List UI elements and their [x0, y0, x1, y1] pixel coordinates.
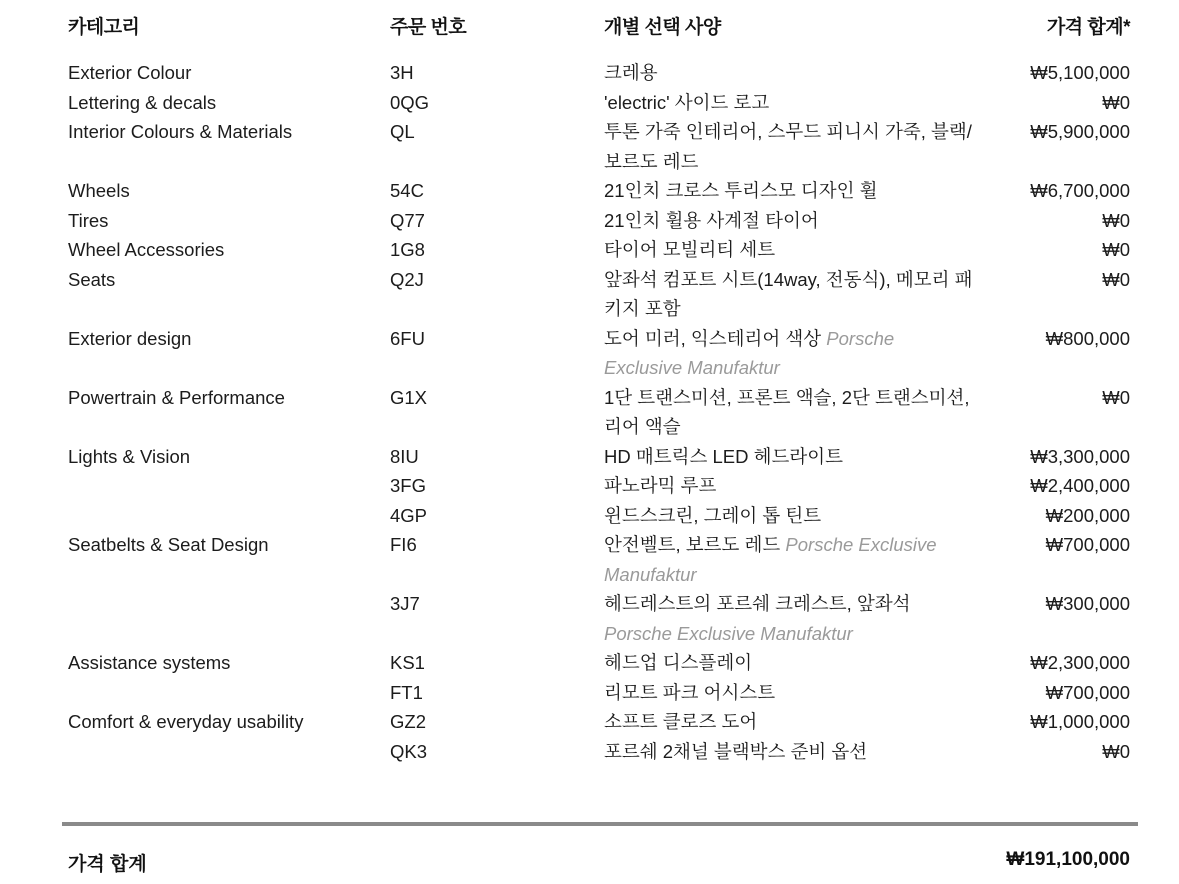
row-option: [604, 235, 974, 265]
row-order-code: 0QG: [390, 91, 430, 113]
row-price: ₩800,000: [1045, 327, 1130, 349]
row-category: Tires: [68, 209, 109, 231]
row-category: Lights & Vision: [68, 445, 191, 467]
row-option-text: 헤드레스트의 포르쉐 크레스트, 앞좌석: [604, 593, 911, 614]
row-option: [604, 471, 974, 501]
table-row: [0, 383, 1179, 442]
row-price: ₩0: [1102, 91, 1130, 113]
row-option: [604, 530, 974, 589]
row-order-code: 1G8: [390, 239, 425, 260]
row-category: Wheels: [68, 180, 130, 201]
row-option: [604, 442, 974, 472]
row-order-code: QL: [390, 121, 415, 142]
row-category: Comfort & everyday usability: [68, 711, 304, 732]
table-row: [0, 707, 1179, 737]
row-option-text: 'electric' 사이드 로고: [604, 91, 770, 113]
row-option-text: 앞좌석 컴포트 시트(14way, 전동식), 메모리 패키지 포함: [604, 268, 973, 319]
row-category: Powertrain & Performance: [68, 386, 285, 408]
header-price-total: 가격 합계*: [1046, 17, 1130, 38]
row-order-code: 6FU: [390, 327, 425, 349]
header-category: 카테고리: [68, 17, 140, 38]
row-price: ₩300,000: [1045, 593, 1130, 614]
row-order-code: Q77: [390, 209, 425, 231]
table-row: [0, 58, 1179, 88]
row-category: Seatbelts & Seat Design: [68, 534, 269, 555]
row-option-text: HD 매트릭스 LED 헤드라이트: [604, 445, 843, 467]
row-option: [604, 707, 974, 737]
row-order-code: KS1: [390, 652, 425, 673]
row-option-manufaktur-note: Porsche Exclusive Manufaktur: [604, 622, 853, 644]
row-option: [604, 206, 974, 236]
row-option: [604, 589, 974, 648]
row-order-code: Q2J: [390, 268, 424, 290]
row-price: ₩5,100,000: [1030, 62, 1130, 83]
row-category: Exterior design: [68, 327, 192, 349]
row-option-text: 안전벨트, 보르도 레드: [604, 534, 786, 555]
total-divider: [62, 822, 1138, 826]
row-order-code: 3J7: [390, 593, 420, 614]
row-option: [604, 58, 974, 88]
table-row: [0, 678, 1179, 708]
row-price: ₩0: [1102, 209, 1130, 231]
row-order-code: 54C: [390, 180, 424, 201]
table-row: [0, 589, 1179, 648]
row-order-code: 8IU: [390, 445, 419, 467]
row-option-text: 포르쉐 2채널 블랙박스 준비 옵션: [604, 740, 868, 762]
row-order-code: 3FG: [390, 475, 426, 496]
row-order-code: FT1: [390, 681, 423, 703]
row-option-text: 1단 트랜스미션, 프론트 액슬, 2단 트랜스미션, 리어 액슬: [604, 386, 970, 437]
row-price: ₩200,000: [1045, 504, 1130, 526]
row-order-code: 3H: [390, 62, 414, 83]
table-row: [0, 176, 1179, 206]
row-option-text: 윈드스크린, 그레이 톱 틴트: [604, 504, 822, 526]
row-option-text: 도어 미러, 익스테리어 색상: [604, 327, 827, 349]
row-option-text: 리모트 파크 어시스트: [604, 681, 776, 703]
row-option-text: 21인치 휠용 사계절 타이어: [604, 209, 819, 231]
header-option: 개별 선택 사양: [604, 17, 721, 38]
row-option: [604, 265, 974, 324]
row-option: [604, 737, 974, 767]
table-row: [0, 265, 1179, 324]
table-row: [0, 206, 1179, 236]
row-order-code: 4GP: [390, 504, 428, 526]
row-category: Exterior Colour: [68, 62, 192, 83]
row-price: ₩700,000: [1045, 681, 1130, 703]
table-row: [0, 235, 1179, 265]
row-price: ₩3,300,000: [1030, 445, 1130, 467]
row-category: Wheel Accessories: [68, 239, 225, 260]
options-table: [0, 58, 1179, 766]
table-row: [0, 442, 1179, 472]
row-option-manufaktur-note: Porsche Exclusive Manufaktur: [604, 327, 895, 378]
row-price: ₩0: [1102, 740, 1130, 762]
total-value: ₩191,100,000: [1006, 849, 1130, 870]
row-option: [604, 88, 974, 118]
row-option-text: 소프트 클로즈 도어: [604, 711, 758, 732]
row-price: ₩1,000,000: [1030, 711, 1130, 732]
row-category: Assistance systems: [68, 652, 231, 673]
row-option: [604, 678, 974, 708]
row-option: [604, 117, 974, 176]
header-order-number: 주문 번호: [390, 17, 467, 38]
row-option-text: 투톤 가죽 인테리어, 스무드 피니시 가죽, 블랙/보르도 레드: [604, 121, 972, 172]
row-option: [604, 648, 974, 678]
total-label: 가격 합계: [68, 854, 147, 875]
row-option-text: 크레용: [604, 62, 658, 83]
row-order-code: GZ2: [390, 711, 426, 732]
row-order-code: G1X: [390, 386, 428, 408]
table-row: [0, 117, 1179, 176]
row-option-text: 파노라믹 루프: [604, 475, 717, 496]
row-price: ₩700,000: [1045, 534, 1130, 555]
row-price: ₩0: [1102, 386, 1130, 408]
row-price: ₩0: [1102, 239, 1130, 260]
row-price: ₩6,700,000: [1030, 180, 1130, 201]
row-option: [604, 324, 974, 383]
row-price: ₩5,900,000: [1030, 121, 1130, 142]
row-option: [604, 501, 974, 531]
table-row: [0, 530, 1179, 589]
row-option: [604, 383, 974, 442]
table-row: [0, 737, 1179, 767]
row-order-code: QK3: [390, 740, 428, 762]
row-order-code: FI6: [390, 534, 417, 555]
row-price: ₩2,400,000: [1030, 475, 1130, 496]
row-option-text: 타이어 모빌리티 세트: [604, 239, 776, 260]
row-category: Interior Colours & Materials: [68, 121, 293, 142]
row-price: ₩2,300,000: [1030, 652, 1130, 673]
table-row: [0, 648, 1179, 678]
row-category: Seats: [68, 268, 116, 290]
row-price: ₩0: [1102, 268, 1130, 290]
row-category: Lettering & decals: [68, 91, 217, 113]
table-row: [0, 88, 1179, 118]
table-row: [0, 501, 1179, 531]
row-option-text: 헤드업 디스플레이: [604, 652, 753, 673]
table-row: [0, 471, 1179, 501]
row-option-text: 21인치 크로스 투리스모 디자인 휠: [604, 180, 878, 201]
table-row: [0, 324, 1179, 383]
row-option: [604, 176, 974, 206]
row-option-manufaktur-note: Porsche Exclusive Manufaktur: [604, 534, 937, 585]
